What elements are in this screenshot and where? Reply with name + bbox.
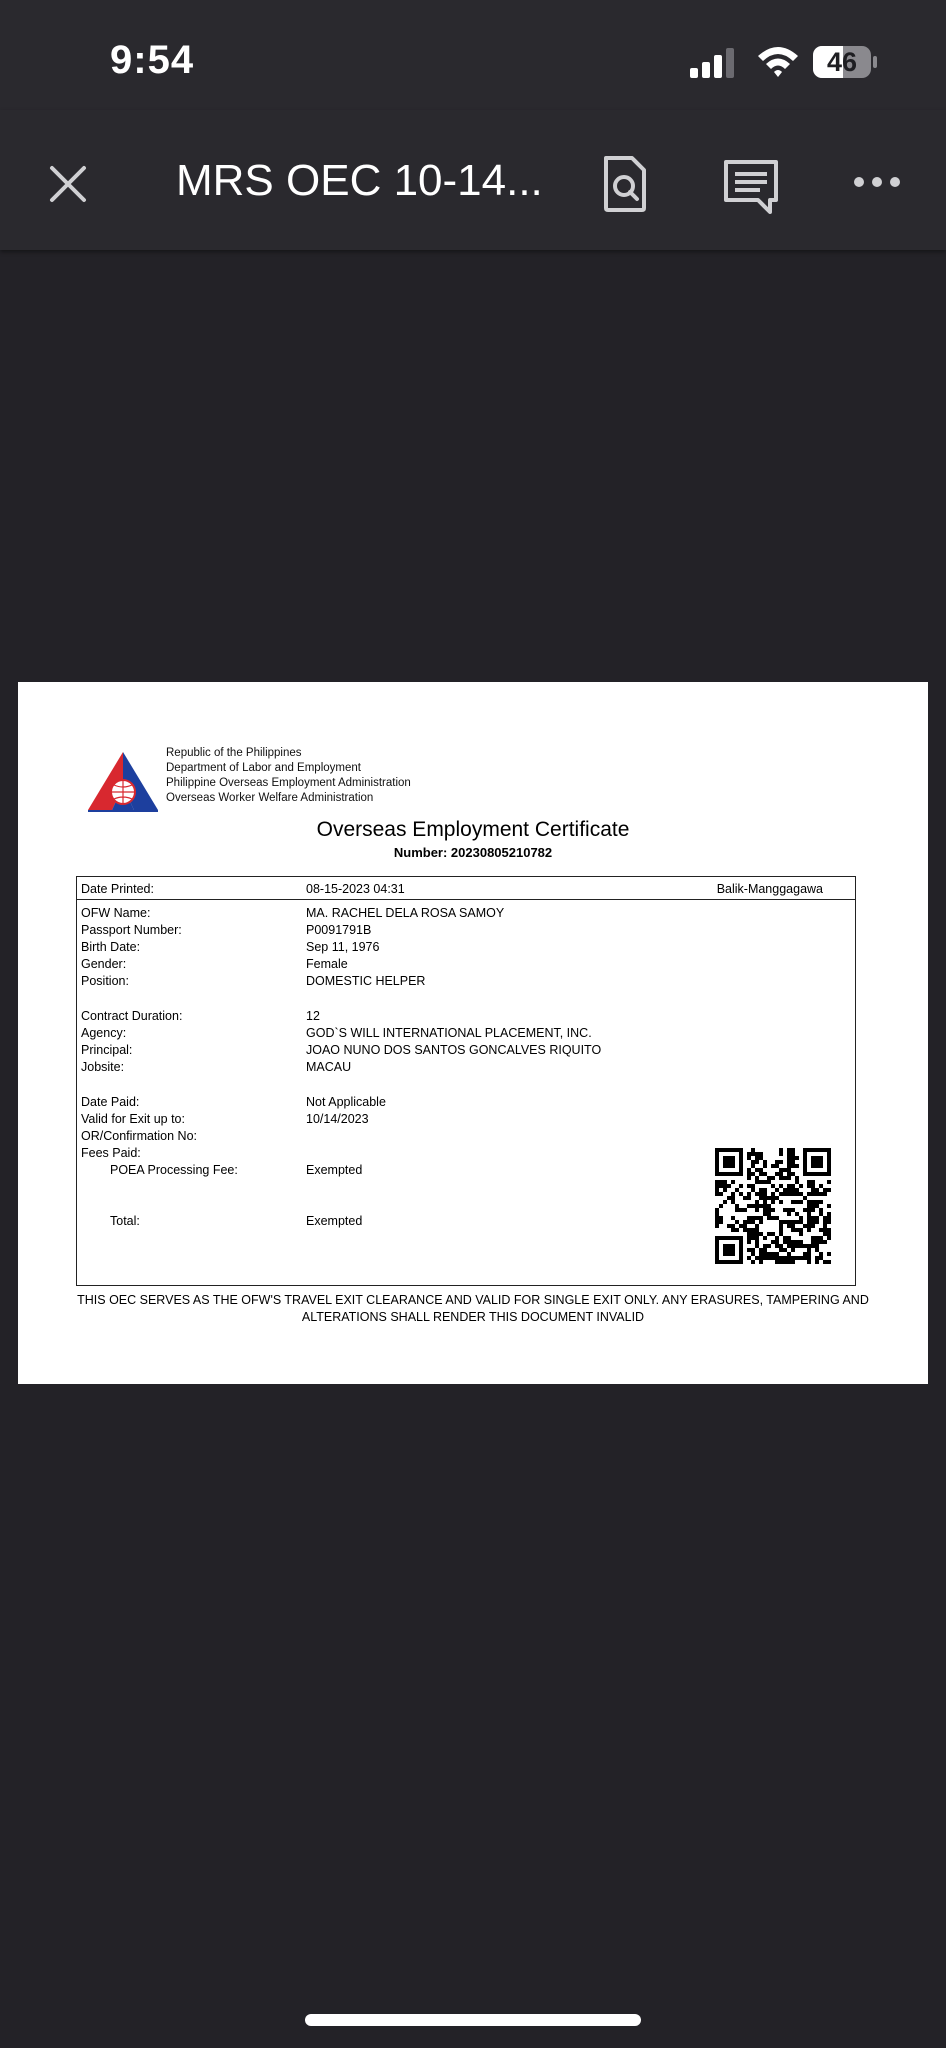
field-label: Date Paid: xyxy=(81,1095,140,1109)
date-printed-row xyxy=(77,877,855,900)
home-indicator xyxy=(305,2014,641,2026)
field-value: 10/14/2023 xyxy=(306,1112,369,1126)
field-value: MA. RACHEL DELA ROSA SAMOY xyxy=(306,906,505,920)
field-label: Jobsite: xyxy=(81,1060,125,1074)
field-value: Exempted xyxy=(306,1163,363,1177)
field-label: POEA Processing Fee: xyxy=(110,1163,238,1177)
field-label: Agency: xyxy=(81,1026,127,1040)
field-label: OFW Name: xyxy=(81,906,151,920)
more-options-icon[interactable] xyxy=(852,170,902,194)
status-bar xyxy=(0,0,946,110)
status-time: 9:54 xyxy=(110,38,195,82)
app-bar xyxy=(0,110,946,250)
cellular-signal-icon xyxy=(690,48,738,78)
certificate-footer-note: THIS OEC SERVES AS THE OFW'S TRAVEL EXIT CLEARANCE AND VALID FOR SINGLE EXIT ONLY. ANY ERASURES, TAMPERING AND ALTERATIONS SHALL RENDER THIS DOCUMENT INVALID xyxy=(77,1293,869,1324)
field-value: Female xyxy=(306,957,348,971)
field-label: OR/Confirmation No: xyxy=(81,1129,198,1143)
field-label: Passport Number: xyxy=(81,923,182,937)
close-icon[interactable] xyxy=(44,160,92,208)
agency-line: Philippine Overseas Employment Administration xyxy=(166,777,411,789)
agency-line: Republic of the Philippines xyxy=(166,747,302,759)
agency-line: Department of Labor and Employment xyxy=(166,762,361,774)
field-value: Not Applicable xyxy=(306,1095,386,1109)
certificate-number: Number: 20230805210782 xyxy=(393,845,553,860)
field-value: DOMESTIC HELPER xyxy=(306,974,426,988)
poea-logo-icon xyxy=(86,750,160,812)
battery-icon xyxy=(812,44,878,80)
field-label: Position: xyxy=(81,974,129,988)
field-label: Valid for Exit up to: xyxy=(81,1112,185,1126)
field-label: Total: xyxy=(110,1214,140,1228)
field-value: Sep 11, 1976 xyxy=(306,940,380,954)
document-title: MRS OEC 10-14... xyxy=(176,156,543,205)
agency-header xyxy=(166,746,411,806)
certificate-details-box xyxy=(76,876,856,1286)
field-value: 08-15-2023 04:31 xyxy=(306,882,405,896)
search-document-icon[interactable] xyxy=(600,154,650,214)
field-value: GOD`S WILL INTERNATIONAL PLACEMENT, INC. xyxy=(306,1026,592,1040)
field-value: Exempted xyxy=(306,1214,363,1228)
oec-category: Balik-Manggagawa xyxy=(716,882,823,896)
field-value: JOAO NUNO DOS SANTOS GONCALVES RIQUITO xyxy=(306,1043,602,1057)
field-value: MACAU xyxy=(306,1060,352,1074)
field-value: 12 xyxy=(306,1009,320,1023)
field-label: Fees Paid: xyxy=(81,1146,141,1160)
battery-level: 46 xyxy=(826,47,858,77)
field-label: Principal: xyxy=(81,1043,133,1057)
field-label: Contract Duration: xyxy=(81,1009,183,1023)
certificate-title: Overseas Employment Certificate xyxy=(316,818,630,841)
comment-icon[interactable] xyxy=(722,158,780,214)
field-label: Gender: xyxy=(81,957,127,971)
document-page xyxy=(18,682,928,1384)
agency-line: Overseas Worker Welfare Administration xyxy=(166,792,374,804)
field-value: P0091791B xyxy=(306,923,372,937)
qr-code-icon xyxy=(715,1147,831,1265)
field-label: Birth Date: xyxy=(81,940,141,954)
field-label: Date Printed: xyxy=(81,882,154,896)
wifi-icon xyxy=(756,44,800,78)
